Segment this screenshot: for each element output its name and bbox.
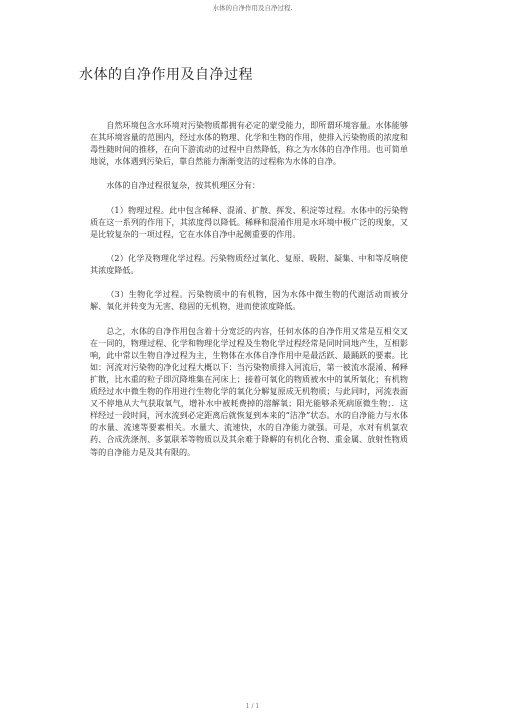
paragraph-chemical-process: （2）化学及物理化学过程。污染物质经过氧化、复原、吸附、凝集、中和等反响使其浓度降低。	[90, 253, 408, 276]
page-number: 1 / 1	[245, 703, 260, 710]
paragraph-mechanism-lead: 水体的自净过程很复杂，按其机理区分有：	[106, 180, 260, 191]
paragraph-intro: 自然环境包含水环境对污染物质都拥有必定的蒙受能力，即所谓环境容量。水体能够在其环境容量的范围内，经过水体的物理、化学和生物的作用，使排入污染物质的浓度和毒性随时间的推移，在向下游流动的过程中自然降低，称之为水体的自净作用。也可简单地说，水体遇到污染后，靠自然能力渐渐变洁的过程称为水体的自净。	[90, 120, 408, 167]
running-header: 水体的自净作用及自净过程.	[212, 4, 293, 12]
paragraph-biochemical-process: （3）生物化学过程。污染物质中的有机物，因为水体中微生物的代谢活动而被分解、氧化并转变为无害、稳固的无机物，进而使浓度降低。	[90, 289, 408, 312]
paragraph-summary: 总之，水体的自净作用包含着十分宽泛的内容，任何水体的自净作用又常是互相交叉在一同的，物理过程、化学和物理化学过程及生物化学过程经常是同时同地产生，互相影响，此中常以生物自净过程为主，生物体在水体自净作用中是最活跃、最踊跃的要素。比如：河流对污染物的净化过程大概以下：当污染物质排入河流后，第一被流水混淆、稀释扩散，比水重的粒子即沉降堆集在河床上；接着可氧化的物质被水中的氧所氧化；有机物质经过水中微生物的作用进行生物化学的氧化分解复原成无机物质；与此同时，河流表面又不停地从大气获取氧气，增补水中被耗费掉的溶解氧；阳光能够杀死病原微生物；．这样经过一段时间，河水流到必定距离后就恢复到本来的“洁净”状态。水的自净能力与水体的水量、流速等要素相关。水量大、流速快，水的自净能力就强。可是，水对有机氯农药、合成洗涤剂、多氯联苯等物质以及其余难于降解的有机化合物、重金属、放射性物质等的自净能力是及其有限的。	[90, 325, 408, 457]
paragraph-physical-process: （1）物理过程。此中包含稀释、混淆、扩散、挥发、积淀等过程。水体中的污染物质在这一系列的作用下，其浓度得以降低。稀释和混淆作用是水环境中极广泛的现象，又是比较复杂的一项过程，它在水体自净中起侧重要的作用。	[90, 204, 408, 239]
document-title: 水体的自净作用及自净过程	[79, 67, 253, 83]
document-body	[90, 119, 408, 470]
